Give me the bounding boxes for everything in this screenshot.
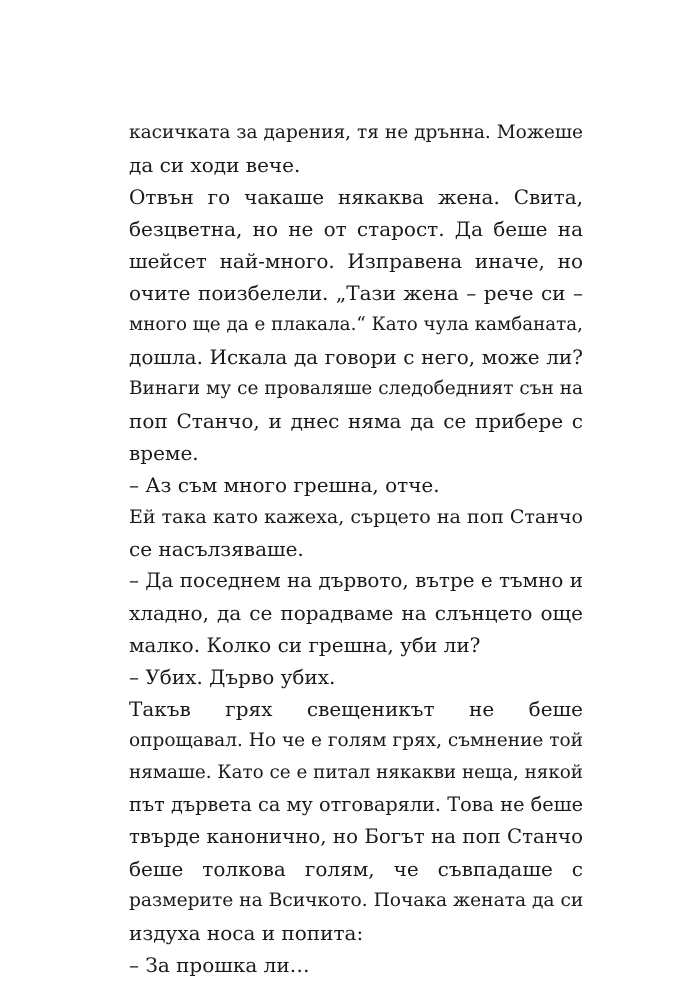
text-line: се насълзяваше. <box>129 537 304 561</box>
text-line: касичката за дарения, тя не дрънна. Можеше <box>129 122 583 143</box>
text-line: беше толкова голям, че съвпадаше с <box>129 857 583 881</box>
text-line: поп Станчо, и днес няма да се прибере с <box>129 409 583 433</box>
page-text <box>129 117 583 981</box>
text-line: нямаше. Като се е питал някакви неща, някой <box>129 762 583 783</box>
text-line: път дървета са му отговаряли. Това не беше <box>129 793 583 816</box>
text-line: – Аз съм много грешна, отче. <box>129 473 440 497</box>
text-line: Такъв грях свещеникът не беше <box>129 697 583 721</box>
text-line: време. <box>129 441 199 465</box>
text-line: – Убих. Дърво убих. <box>129 665 336 689</box>
text-line: – Да поседнем на дървото, вътре е тъмно и <box>129 569 583 592</box>
text-line: издуха носа и попита: <box>129 921 364 945</box>
text-line: да си ходи вече. <box>129 153 301 177</box>
text-line: малко. Колко си грешна, уби ли? <box>129 633 481 657</box>
text-line: безцветна, но не от старост. Да беше на <box>129 217 583 241</box>
text-line: много ще да е плакала.“ Като чула камбаната, <box>129 314 583 335</box>
text-line: Винаги му се проваляше следобедният сън на <box>129 378 583 399</box>
text-line: хладно, да се порадваме на слънцето още <box>129 601 583 625</box>
text-line: размерите на Всичкото. Почака жената да си <box>129 890 584 911</box>
text-line: опрощавал. Но че е голям грях, съмнение той <box>129 730 583 751</box>
text-line: шейсет най-много. Изправена иначе, но <box>129 249 583 273</box>
text-line: очите поизбелели. „Тази жена – рече си – <box>129 281 583 305</box>
text-line: твърде канонично, но Богът на поп Станчо <box>129 825 583 848</box>
text-line: Ей така като кажеха, сърцето на поп Станчо <box>129 506 583 528</box>
text-line: – За прошка ли… <box>129 953 310 977</box>
text-line: Отвън го чакаше някаква жена. Свита, <box>129 185 583 209</box>
text-line: дошла. Искала да говори с него, може ли? <box>129 345 583 369</box>
